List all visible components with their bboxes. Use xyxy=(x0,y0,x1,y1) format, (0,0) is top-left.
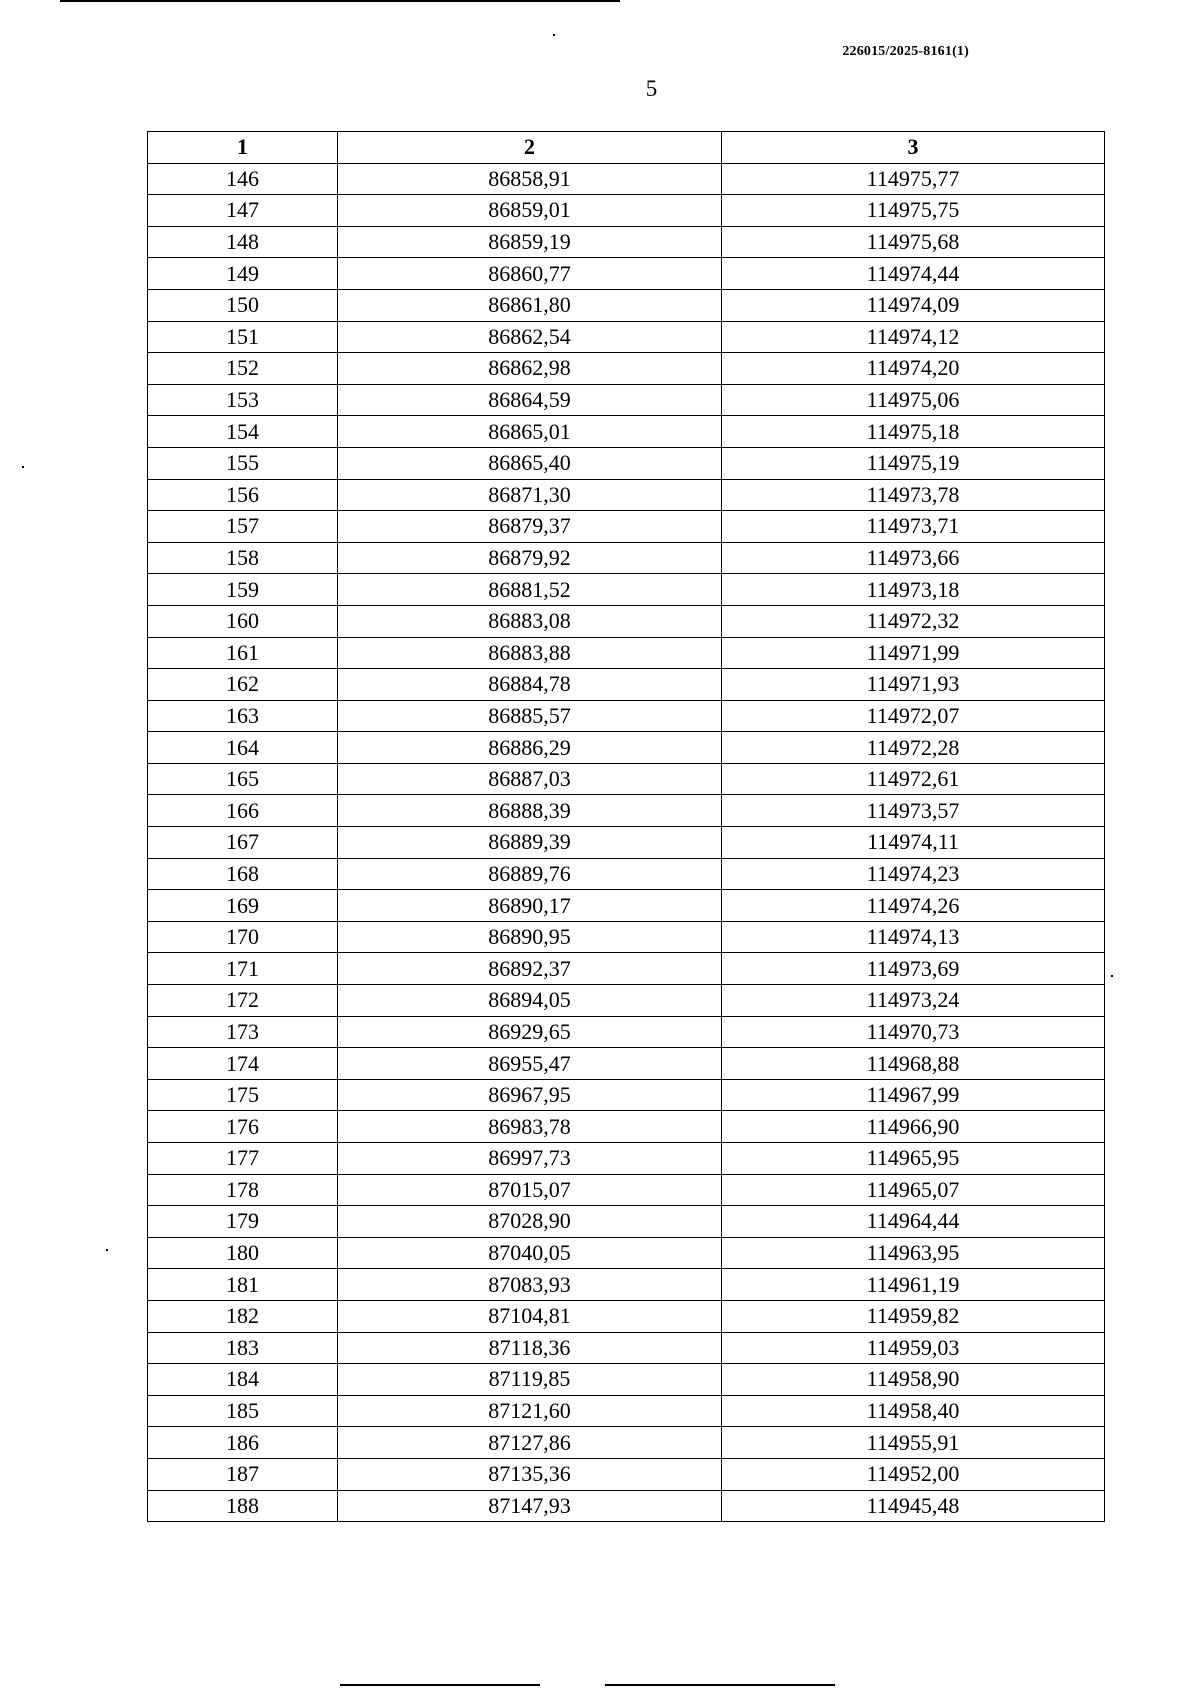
coordinate-y-cell: 114973,71 xyxy=(722,511,1105,543)
coordinate-y-cell: 114974,09 xyxy=(722,289,1105,321)
document-reference: 226015/2025-8161(1) xyxy=(842,44,969,59)
table-row xyxy=(148,858,1105,890)
coordinate-x-cell: 86862,98 xyxy=(338,353,722,385)
coordinate-x-cell: 87083,93 xyxy=(338,1269,722,1301)
point-number-cell: 185 xyxy=(148,1395,338,1427)
coordinate-y-cell: 114967,99 xyxy=(722,1079,1105,1111)
table-row xyxy=(148,384,1105,416)
table-row xyxy=(148,416,1105,448)
table-row xyxy=(148,447,1105,479)
coordinate-y-cell: 114975,19 xyxy=(722,447,1105,479)
coordinate-x-cell: 86859,19 xyxy=(338,226,722,258)
point-number-cell: 178 xyxy=(148,1174,338,1206)
coordinate-y-cell: 114974,44 xyxy=(722,258,1105,290)
coordinate-x-cell: 86892,37 xyxy=(338,953,722,985)
table-row xyxy=(148,321,1105,353)
coordinate-x-cell: 86886,29 xyxy=(338,732,722,764)
coordinate-x-cell: 87119,85 xyxy=(338,1364,722,1396)
coordinate-y-cell: 114971,93 xyxy=(722,669,1105,701)
coordinate-x-cell: 86890,17 xyxy=(338,890,722,922)
point-number-cell: 154 xyxy=(148,416,338,448)
coordinate-y-cell: 114972,32 xyxy=(722,605,1105,637)
coordinate-y-cell: 114974,12 xyxy=(722,321,1105,353)
point-number-cell: 183 xyxy=(148,1332,338,1364)
table-row xyxy=(148,1237,1105,1269)
coordinate-y-cell: 114959,03 xyxy=(722,1332,1105,1364)
coordinate-y-cell: 114968,88 xyxy=(722,1048,1105,1080)
point-number-cell: 162 xyxy=(148,669,338,701)
table-row xyxy=(148,732,1105,764)
coordinate-x-cell: 86879,92 xyxy=(338,542,722,574)
point-number-cell: 187 xyxy=(148,1458,338,1490)
table-row xyxy=(148,890,1105,922)
coordinate-y-cell: 114965,95 xyxy=(722,1143,1105,1175)
coordinate-y-cell: 114971,99 xyxy=(722,637,1105,669)
point-number-cell: 167 xyxy=(148,827,338,859)
point-number-cell: 171 xyxy=(148,953,338,985)
point-number-cell: 166 xyxy=(148,795,338,827)
scan-artifact-top xyxy=(60,0,620,2)
coordinate-y-cell: 114974,11 xyxy=(722,827,1105,859)
point-number-cell: 184 xyxy=(148,1364,338,1396)
coordinate-x-cell: 86881,52 xyxy=(338,574,722,606)
point-number-cell: 152 xyxy=(148,353,338,385)
coordinate-x-cell: 86997,73 xyxy=(338,1143,722,1175)
table-row xyxy=(148,1332,1105,1364)
table-row xyxy=(148,795,1105,827)
table-row xyxy=(148,1143,1105,1175)
table-row xyxy=(148,1174,1105,1206)
coordinate-y-cell: 114975,18 xyxy=(722,416,1105,448)
point-number-cell: 177 xyxy=(148,1143,338,1175)
coordinate-x-cell: 87127,86 xyxy=(338,1427,722,1459)
coordinate-x-cell: 86879,37 xyxy=(338,511,722,543)
column-header: 1 xyxy=(148,132,338,164)
coordinate-y-cell: 114963,95 xyxy=(722,1237,1105,1269)
coordinate-x-cell: 86865,40 xyxy=(338,447,722,479)
table-row xyxy=(148,1458,1105,1490)
coordinate-x-cell: 86885,57 xyxy=(338,700,722,732)
table-row xyxy=(148,827,1105,859)
coordinate-x-cell: 86860,77 xyxy=(338,258,722,290)
coordinate-y-cell: 114973,24 xyxy=(722,985,1105,1017)
page-number: 5 xyxy=(645,76,658,101)
table-row xyxy=(148,511,1105,543)
table-row xyxy=(148,163,1105,195)
point-number-cell: 161 xyxy=(148,637,338,669)
point-number-cell: 180 xyxy=(148,1237,338,1269)
scan-speck xyxy=(106,1249,108,1251)
scan-speck xyxy=(553,34,555,36)
table-row xyxy=(148,953,1105,985)
scan-speck xyxy=(22,466,24,468)
point-number-cell: 158 xyxy=(148,542,338,574)
table-row xyxy=(148,605,1105,637)
table-row xyxy=(148,921,1105,953)
table-row xyxy=(148,353,1105,385)
coordinate-x-cell: 86884,78 xyxy=(338,669,722,701)
table-row xyxy=(148,574,1105,606)
column-header: 2 xyxy=(338,132,722,164)
table-row xyxy=(148,700,1105,732)
table-row xyxy=(148,1364,1105,1396)
coordinate-y-cell: 114945,48 xyxy=(722,1490,1105,1522)
coordinate-x-cell: 86862,54 xyxy=(338,321,722,353)
coordinate-x-cell: 86883,88 xyxy=(338,637,722,669)
table-row xyxy=(148,1269,1105,1301)
point-number-cell: 147 xyxy=(148,195,338,227)
table-row xyxy=(148,1395,1105,1427)
coordinate-x-cell: 86865,01 xyxy=(338,416,722,448)
coordinate-x-cell: 86887,03 xyxy=(338,763,722,795)
coordinate-x-cell: 87121,60 xyxy=(338,1395,722,1427)
point-number-cell: 163 xyxy=(148,700,338,732)
point-number-cell: 168 xyxy=(148,858,338,890)
point-number-cell: 160 xyxy=(148,605,338,637)
scan-artifact-bottom-left xyxy=(340,1684,540,1686)
coordinate-y-cell: 114974,13 xyxy=(722,921,1105,953)
coordinate-x-cell: 86858,91 xyxy=(338,163,722,195)
table-row xyxy=(148,479,1105,511)
point-number-cell: 181 xyxy=(148,1269,338,1301)
point-number-cell: 159 xyxy=(148,574,338,606)
coordinate-x-cell: 86894,05 xyxy=(338,985,722,1017)
coordinate-y-cell: 114975,68 xyxy=(722,226,1105,258)
table-row xyxy=(148,637,1105,669)
table-row xyxy=(148,258,1105,290)
coordinate-y-cell: 114973,78 xyxy=(722,479,1105,511)
coordinate-y-cell: 114975,06 xyxy=(722,384,1105,416)
coordinate-y-cell: 114975,75 xyxy=(722,195,1105,227)
coordinate-x-cell: 86890,95 xyxy=(338,921,722,953)
coordinate-x-cell: 86871,30 xyxy=(338,479,722,511)
coordinate-y-cell: 114974,26 xyxy=(722,890,1105,922)
table-row xyxy=(148,195,1105,227)
point-number-cell: 175 xyxy=(148,1079,338,1111)
coordinate-x-cell: 86889,76 xyxy=(338,858,722,890)
coordinate-y-cell: 114973,66 xyxy=(722,542,1105,574)
coordinate-x-cell: 86889,39 xyxy=(338,827,722,859)
coordinate-y-cell: 114973,18 xyxy=(722,574,1105,606)
point-number-cell: 188 xyxy=(148,1490,338,1522)
coordinate-x-cell: 86861,80 xyxy=(338,289,722,321)
coordinate-y-cell: 114966,90 xyxy=(722,1111,1105,1143)
table-row xyxy=(148,542,1105,574)
point-number-cell: 176 xyxy=(148,1111,338,1143)
coordinate-y-cell: 114958,40 xyxy=(722,1395,1105,1427)
point-number-cell: 169 xyxy=(148,890,338,922)
coordinate-x-cell: 86888,39 xyxy=(338,795,722,827)
point-number-cell: 156 xyxy=(148,479,338,511)
coordinate-x-cell: 86955,47 xyxy=(338,1048,722,1080)
coordinate-y-cell: 114975,77 xyxy=(722,163,1105,195)
table-row xyxy=(148,1490,1105,1522)
coordinate-y-cell: 114964,44 xyxy=(722,1206,1105,1238)
coordinate-y-cell: 114974,20 xyxy=(722,353,1105,385)
table-row xyxy=(148,289,1105,321)
point-number-cell: 146 xyxy=(148,163,338,195)
coordinate-x-cell: 87104,81 xyxy=(338,1300,722,1332)
point-number-cell: 148 xyxy=(148,226,338,258)
coordinate-x-cell: 87040,05 xyxy=(338,1237,722,1269)
column-header: 3 xyxy=(722,132,1105,164)
point-number-cell: 170 xyxy=(148,921,338,953)
point-number-cell: 149 xyxy=(148,258,338,290)
point-number-cell: 150 xyxy=(148,289,338,321)
coordinate-x-cell: 87118,36 xyxy=(338,1332,722,1364)
table-row xyxy=(148,1427,1105,1459)
coordinate-y-cell: 114973,57 xyxy=(722,795,1105,827)
point-number-cell: 186 xyxy=(148,1427,338,1459)
coordinate-y-cell: 114973,69 xyxy=(722,953,1105,985)
point-number-cell: 151 xyxy=(148,321,338,353)
point-number-cell: 153 xyxy=(148,384,338,416)
coordinate-y-cell: 114959,82 xyxy=(722,1300,1105,1332)
table-row xyxy=(148,763,1105,795)
point-number-cell: 157 xyxy=(148,511,338,543)
coordinate-x-cell: 86883,08 xyxy=(338,605,722,637)
coordinate-x-cell: 86929,65 xyxy=(338,1016,722,1048)
table-header-row xyxy=(148,132,1105,164)
table-body xyxy=(148,163,1105,1522)
coordinate-y-cell: 114972,61 xyxy=(722,763,1105,795)
scan-artifact-bottom-right xyxy=(605,1684,835,1686)
table-row xyxy=(148,1079,1105,1111)
coordinate-x-cell: 87015,07 xyxy=(338,1174,722,1206)
coordinate-y-cell: 114972,28 xyxy=(722,732,1105,764)
coordinate-x-cell: 86967,95 xyxy=(338,1079,722,1111)
coordinate-y-cell: 114952,00 xyxy=(722,1458,1105,1490)
table-row xyxy=(148,226,1105,258)
point-number-cell: 182 xyxy=(148,1300,338,1332)
point-number-cell: 164 xyxy=(148,732,338,764)
coordinate-x-cell: 86864,59 xyxy=(338,384,722,416)
table-row xyxy=(148,669,1105,701)
scan-speck xyxy=(1111,975,1113,977)
coordinate-y-cell: 114961,19 xyxy=(722,1269,1105,1301)
table-row xyxy=(148,1300,1105,1332)
coordinate-x-cell: 86983,78 xyxy=(338,1111,722,1143)
table-row xyxy=(148,1048,1105,1080)
coordinate-y-cell: 114958,90 xyxy=(722,1364,1105,1396)
coordinates-table xyxy=(147,131,1105,1522)
coordinate-x-cell: 87135,36 xyxy=(338,1458,722,1490)
point-number-cell: 155 xyxy=(148,447,338,479)
table-row xyxy=(148,1111,1105,1143)
point-number-cell: 179 xyxy=(148,1206,338,1238)
coordinate-y-cell: 114955,91 xyxy=(722,1427,1105,1459)
table-row xyxy=(148,985,1105,1017)
coordinate-y-cell: 114965,07 xyxy=(722,1174,1105,1206)
coordinate-y-cell: 114974,23 xyxy=(722,858,1105,890)
point-number-cell: 165 xyxy=(148,763,338,795)
coordinate-x-cell: 87147,93 xyxy=(338,1490,722,1522)
coordinate-y-cell: 114970,73 xyxy=(722,1016,1105,1048)
coordinate-x-cell: 87028,90 xyxy=(338,1206,722,1238)
point-number-cell: 174 xyxy=(148,1048,338,1080)
point-number-cell: 172 xyxy=(148,985,338,1017)
point-number-cell: 173 xyxy=(148,1016,338,1048)
coordinate-y-cell: 114972,07 xyxy=(722,700,1105,732)
coordinate-x-cell: 86859,01 xyxy=(338,195,722,227)
table-row xyxy=(148,1206,1105,1238)
table-row xyxy=(148,1016,1105,1048)
